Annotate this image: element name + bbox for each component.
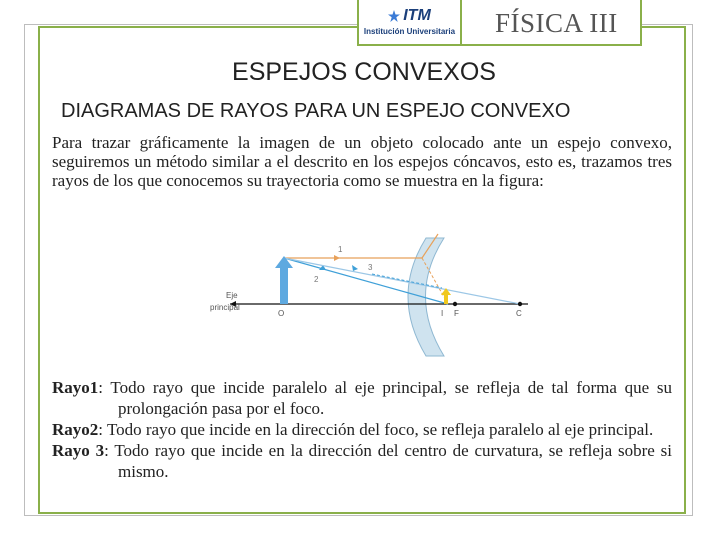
convex-mirror: [408, 238, 444, 356]
section-title: DIAGRAMAS DE RAYOS PARA UN ESPEJO CONVEXO: [61, 100, 571, 122]
ray-rule-2-text: : Todo rayo que incide en la dirección del foco, se refleja paralelo al eje principal.: [98, 420, 654, 439]
ray-rules-list: [52, 377, 672, 482]
ray-2-label: 2: [314, 275, 319, 284]
ray-rule-2: [52, 419, 672, 440]
image-arrow-shaft: [444, 294, 448, 304]
axis-label-eje: Eje: [226, 291, 238, 300]
ray-1-label: 1: [338, 245, 343, 254]
page-title: ESPEJOS CONVEXOS: [232, 58, 496, 86]
ray-rule-3-text: : Todo rayo que incide en la dirección del centro de curvatura, se refleja sobre si mismo.: [104, 441, 672, 481]
intro-paragraph: Para trazar gráficamente la imagen de un objeto colocado ante un espejo convexo, seguiremos un método similar a el descrito en los espejos cóncavos, esto es, trazamos tres rayos de los que conocemos su trayectoria como se muestra en la figura:: [52, 133, 672, 190]
logo-name: ITM: [403, 7, 431, 24]
ray-rule-2-label: Rayo2: [52, 420, 99, 439]
course-title: FÍSICA III: [495, 8, 618, 38]
ray-3-incident: [284, 258, 520, 304]
ray-1-arrow: [334, 255, 340, 261]
ray-rule-1-label: Rayo1: [52, 378, 99, 397]
focus-point: [453, 302, 457, 306]
itm-star-icon: [388, 10, 400, 22]
institution-logo: [357, 0, 462, 46]
center-point: [518, 302, 522, 306]
ray-rule-3-label: Rayo 3: [52, 441, 105, 460]
ray-3-arrow: [352, 265, 358, 271]
ray-rule-3: [52, 440, 672, 482]
image-label: I: [441, 309, 444, 318]
convex-mirror-ray-diagram: [210, 232, 538, 360]
ray-3-label: 3: [368, 263, 373, 272]
ray-rule-1: [52, 377, 672, 419]
focus-label: F: [454, 309, 459, 318]
axis-label-principal: principal: [210, 303, 240, 312]
logo-subtitle: Institución Universitaria: [363, 27, 456, 36]
center-label: C: [516, 309, 522, 318]
object-arrow-shaft: [280, 264, 288, 304]
itm-logo-mark: [388, 8, 431, 24]
object-label: O: [278, 309, 285, 318]
ray-rule-1-text: : Todo rayo que incide paralelo al eje principal, se refleja de tal forma que su prolongación pasa por el foco.: [98, 378, 672, 418]
